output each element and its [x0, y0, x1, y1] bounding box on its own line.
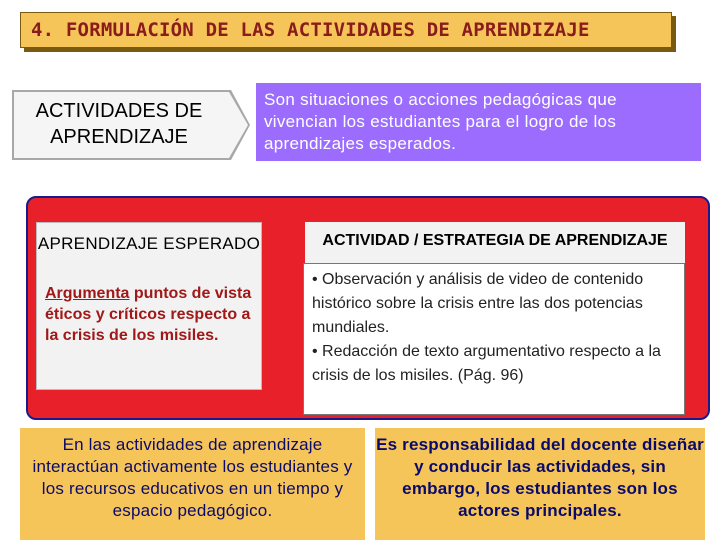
aprendizaje-verb: Argumenta	[45, 285, 130, 302]
aprendizaje-text	[45, 283, 257, 346]
aprendizaje-box	[36, 222, 262, 390]
actividad-list	[312, 268, 680, 388]
actividad-heading: ACTIVIDAD / ESTRATEGIA DE APRENDIZAJE	[322, 232, 668, 249]
aprendizaje-description: puntos de vista éticos y críticos respecto a la crisis de los misiles.	[45, 285, 252, 344]
note-interaction-text: En las actividades de aprendizaje interactúan activamente los estudiantes y los recursos educativos en un tiempo y espacio pedagógico.	[32, 435, 353, 520]
aprendizaje-heading: APRENDIZAJE ESPERADO	[37, 234, 261, 253]
slide-title-bar	[20, 12, 672, 48]
actividad-item: • Observación y análisis de video de contenido histórico sobre la crisis entre las dos potencias mundiales.	[312, 271, 644, 336]
definition-text: Son situaciones o acciones pedagógicas que vivencian los estudiantes para el logro de los aprendizajes esperados.	[264, 90, 617, 153]
slide-title: 4. FORMULACIÓN DE LAS ACTIVIDADES DE APRENDIZAJE	[31, 19, 590, 41]
actividad-heading-box	[305, 222, 685, 266]
actividad-item: • Redacción de texto argumentativo respecto a la crisis de los misiles. (Pág. 96)	[312, 343, 661, 384]
actividad-box	[303, 263, 685, 415]
note-responsibility	[375, 428, 705, 540]
concept-label: ACTIVIDADES DE APRENDIZAJE	[35, 100, 203, 148]
definition-box	[256, 83, 701, 161]
note-responsibility-text: Es responsabilidad del docente diseñar y conducir las actividades, sin embargo, los estudiantes son los actores principales.	[376, 435, 704, 520]
note-interaction	[20, 428, 365, 540]
